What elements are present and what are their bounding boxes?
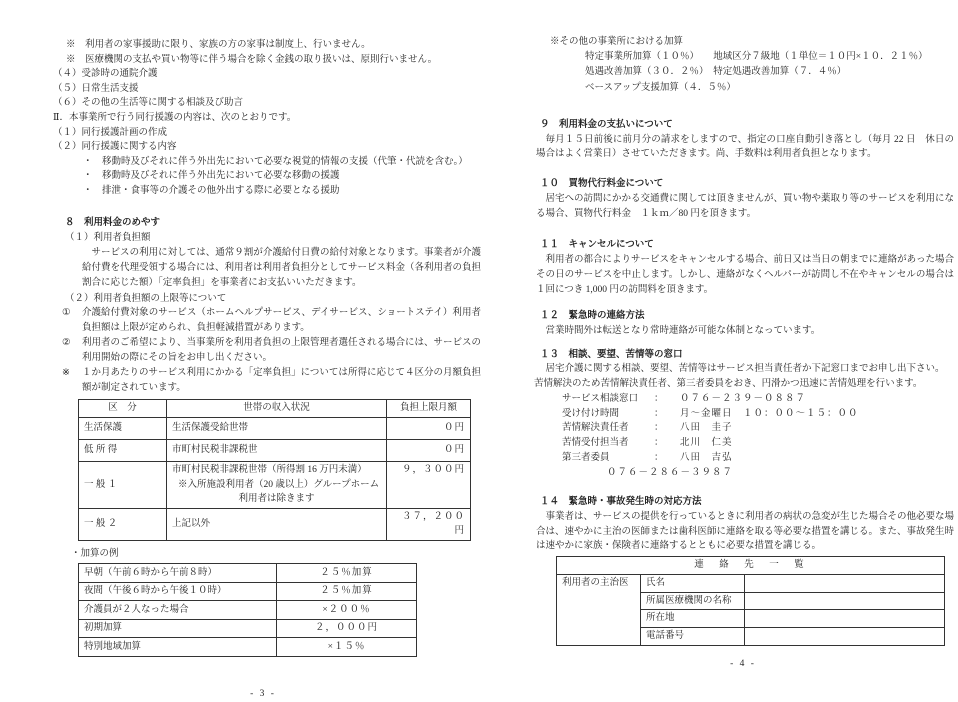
column-header: 区 分 [79, 400, 167, 418]
contact-colon: ： [654, 423, 664, 434]
section-13-paragraph: 苦情解決のため苦情解決責任者、第三者委員をおき、円滑かつ迅速に苦情処理を行います。 [534, 379, 923, 390]
document-page-4 [532, 30, 954, 671]
section-9-paragraph: 毎月１５日前後に前月分の請求をしますので、指定の口座自動引き落とし（毎月 22 日 休日の場合はよく営業日）させていただきます。尚、手数料は利用者負担となります。 [536, 134, 954, 160]
surcharge-rate-cell: ×２００％ [277, 601, 417, 620]
description-cell: 上記以外 [167, 508, 387, 540]
page-number: - 3 - [250, 688, 276, 699]
section-14-paragraph: 事業者は、サービスの提供を行っているときに利用者の病状の急変が生じた場合その他必要な場合は、速やかに主治の医師または歯科医師に連絡を取る等必要な措置を講じる。また、事故発生時は速やかに家族・保険者に連絡するとともに必要な措置を講じる。 [536, 511, 955, 552]
section-13-paragraph: 居宅介護に関する相談、要望、苦情等はサービス担当責任者か下記窓口までお申し出下さい。 [545, 364, 945, 375]
section-12-heading: １２ 緊急時の連絡方法 [540, 311, 645, 322]
note-line: ※ 利用者の家事援助に限り、家族の方の家事は制度上、行いません。 [66, 40, 371, 50]
bullet-item: ・ 移動時及びそれに伴う外出先において必要な移動の援護 [83, 171, 340, 182]
contact-row [532, 436, 954, 451]
numbered-item [62, 336, 481, 366]
item-marker: ② [62, 338, 71, 349]
field-label-cell: 電話番号 [641, 628, 745, 646]
section-8-heading: ８ 利用料金のめやす [65, 217, 161, 228]
section-9-heading: ９ 利用料金の支払いについて [540, 120, 673, 131]
field-label-cell: 所在地 [641, 610, 745, 628]
description-line: 利用者は除きます [238, 494, 315, 505]
contact-colon: ： [654, 452, 664, 463]
contact-row [532, 392, 954, 407]
field-value-cell [745, 575, 945, 593]
section-8-2-heading: （２）利用者負担額の上限等について [65, 293, 227, 304]
surcharge-line: ベースアップ支援加算（４．５％） [585, 82, 736, 93]
item-marker: ① [62, 308, 71, 319]
surcharge-line: 処遇改善加算（３０．２％） 特定処遇改善加算（７．４％） [585, 67, 847, 78]
table-header-row [79, 400, 471, 418]
description-cell: 生活保護受給世帯 [167, 417, 387, 439]
contact-colon: ： [654, 408, 664, 419]
emergency-contact-table [556, 556, 945, 645]
amount-cell: ０円 [387, 439, 471, 461]
field-value-cell [745, 610, 945, 628]
field-label-cell: 所属医療機関の名称 [641, 592, 745, 610]
surcharge-item-cell: 介護員が２人なった場合 [79, 601, 277, 620]
amount-cell: ９，３００円 [387, 461, 471, 508]
amount-cell: ０円 [387, 417, 471, 439]
bullet-item: ・ 移動時及びそれに伴う外出先において必要な視覚的情報の支援（代筆・代読を含む。） [83, 156, 468, 167]
page-number: - 4 - [730, 658, 756, 669]
table-title: 連 絡 先 一 覧 [557, 557, 945, 575]
list-item: （１）同行援護計画の作成 [53, 127, 168, 138]
category-cell: 一 般 ２ [79, 508, 167, 540]
surcharge-examples-label: ・加算の例 [71, 548, 119, 559]
list-item: （４）受診時の通院介護 [53, 69, 158, 80]
contact-row [532, 407, 954, 422]
item-marker: ※ [62, 368, 70, 379]
table-row [79, 461, 471, 508]
table-row [557, 575, 945, 593]
table-row [79, 508, 471, 540]
field-value-cell [745, 592, 945, 610]
surcharge-item-cell: 初期加算 [79, 619, 277, 638]
contact-label: 苦情解決責任者 [562, 423, 629, 434]
column-header: 世帯の収入状況 [167, 400, 387, 418]
surcharge-rate-cell: ２，０００円 [277, 619, 417, 638]
section-12-paragraph: 営業時間外は転送となり常時連絡が可能な体制となっています。 [545, 326, 821, 337]
description-cell: 市町村民税非課税世 [167, 439, 387, 461]
section-10-heading: １０ 買物代行料金について [540, 179, 664, 190]
table-row [79, 601, 417, 620]
contact-value: 八田 吉弘 [680, 452, 733, 463]
surcharge-table [78, 563, 417, 657]
category-cell: 低 所 得 [79, 439, 167, 461]
list-item: （６）その他の生活等に関する相談及び助言 [53, 98, 244, 109]
table-row [79, 439, 471, 461]
surcharge-rate-cell: ２５％加算 [277, 582, 417, 601]
surcharge-item-cell: 特別地域加算 [79, 638, 277, 657]
contact-row [532, 451, 954, 466]
surcharge-line: 特定事業所加算（１０％） 地域区分７級地（１単位＝１０円×１０．２１％） [585, 51, 928, 62]
note-line: ※ 医療機関の支払や買い物等に伴う場合を除く金銭の取り扱いは、原則行いません。 [66, 54, 438, 65]
section-11-heading: １１ キャンセルについて [540, 240, 654, 251]
section-13-heading: １３ 相談、要望、苦情等の窓口 [540, 349, 683, 360]
section-11-paragraph: 利用者の都合によりサービスをキャンセルする場合、前日又は当日の朝までに連絡があった場合その日のサービスを中止します。しかし、連絡がなくヘルパーが訪問し不在やキャンセルの場合は１回につき 1,000 円の訪問料を頂きます。 [536, 255, 954, 295]
description-line: 市町村民税非課税世帯（所得割 16 万円未満） [172, 464, 367, 475]
category-cell: 一 般 １ [79, 461, 167, 508]
surcharge-item-cell: 早朝（午前６時から午前８時） [79, 564, 277, 583]
contact-label: 苦情受付担当者 [562, 438, 629, 449]
description-line: ※入所施設利用者（20 歳以上）グループホーム [178, 479, 380, 490]
contact-colon: ： [654, 394, 664, 405]
bullet-item: ・ 排泄・食事等の介護その他外出する際に必要となる援助 [83, 185, 340, 196]
contact-label: 第三者委員 [562, 452, 610, 463]
item-text: 介護給付費対象のサービス（ホームヘルプサービス、デイサービス、ショートステイ）利用者負担額は上限が定められ、負担軽減措置があります。 [82, 308, 481, 334]
list-item: （５）日常生活支援 [53, 83, 139, 94]
contact-value: 八田 圭子 [680, 423, 733, 434]
surcharge-rate-cell: ２５％加算 [277, 564, 417, 583]
third-party-phone: ０７６－２８６－３９８７ [607, 467, 734, 478]
burden-limit-table [78, 399, 471, 541]
section-8-1-heading: （１）利用者負担額 [65, 233, 151, 244]
section-8-1-paragraph: サービスの利用に対しては、通常９割が介護給付日費の給付対象となります。事業者が介護給付費を代理受領する場合には、利用者は利用者負担分としてサービス料金（各利用者の負担割合に応じた額）「定率負担」を事業者にお支払いいただきます。 [82, 247, 482, 288]
section-ii-heading: Ⅱ．本事業所で行う同行援護の内容は、次のとおりです。 [53, 112, 297, 123]
row-header-cell: 利用者の主治医 [557, 575, 641, 645]
category-cell: 生活保護 [79, 417, 167, 439]
contact-value: 北川 仁美 [680, 438, 733, 449]
amount-cell: ３７，２００円 [387, 508, 471, 540]
contact-colon: ： [654, 438, 664, 449]
section-10-paragraph: 居宅への訪問にかかる交通費に関しては頂きませんが、買い物や薬取り等のサービスを利用になる場合、買物代行料金 １ｋｍ／80 円を頂きます。 [536, 193, 955, 219]
item-text: １か月あたりのサービス利用にかかる「定率負担」については所得に応じて４区分の月額負担額が制定されています。 [82, 368, 481, 394]
field-label-cell: 氏名 [641, 575, 745, 593]
surcharge-item-cell: 夜間（午後６時から午後１０時） [79, 582, 277, 601]
section-14-heading: １４ 緊急時・事故発生時の対応方法 [540, 497, 702, 508]
surcharge-rate-cell: ×１５％ [277, 638, 417, 657]
document-page-3 [45, 38, 481, 702]
numbered-item [62, 306, 481, 336]
contact-label: 受け付け時間 [562, 408, 620, 419]
table-title-row [557, 557, 945, 575]
contact-row [532, 421, 954, 436]
note-item [62, 366, 481, 396]
field-value-cell [745, 628, 945, 646]
description-cell [167, 461, 387, 508]
contact-value: ０７６－２３９－０８８７ [680, 394, 807, 405]
table-row [79, 619, 417, 638]
table-row [79, 417, 471, 439]
table-row [79, 638, 417, 657]
item-text: 利用者のご希望により、当事業所を利用者負担の上限管理者選任される場合には、サービスの利用開始の際にその旨をお申し出ください。 [82, 338, 482, 364]
contact-label: サービス相談窓口 [562, 394, 639, 405]
column-header: 負担上限月額 [387, 400, 471, 418]
list-item: （２）同行援護に関する内容 [53, 142, 177, 153]
table-row [79, 564, 417, 583]
contact-value: 月～金曜日 １０：００～１５：００ [680, 408, 859, 419]
table-row [79, 582, 417, 601]
other-surcharge-heading: ※その他の事業所における加算 [550, 37, 684, 47]
